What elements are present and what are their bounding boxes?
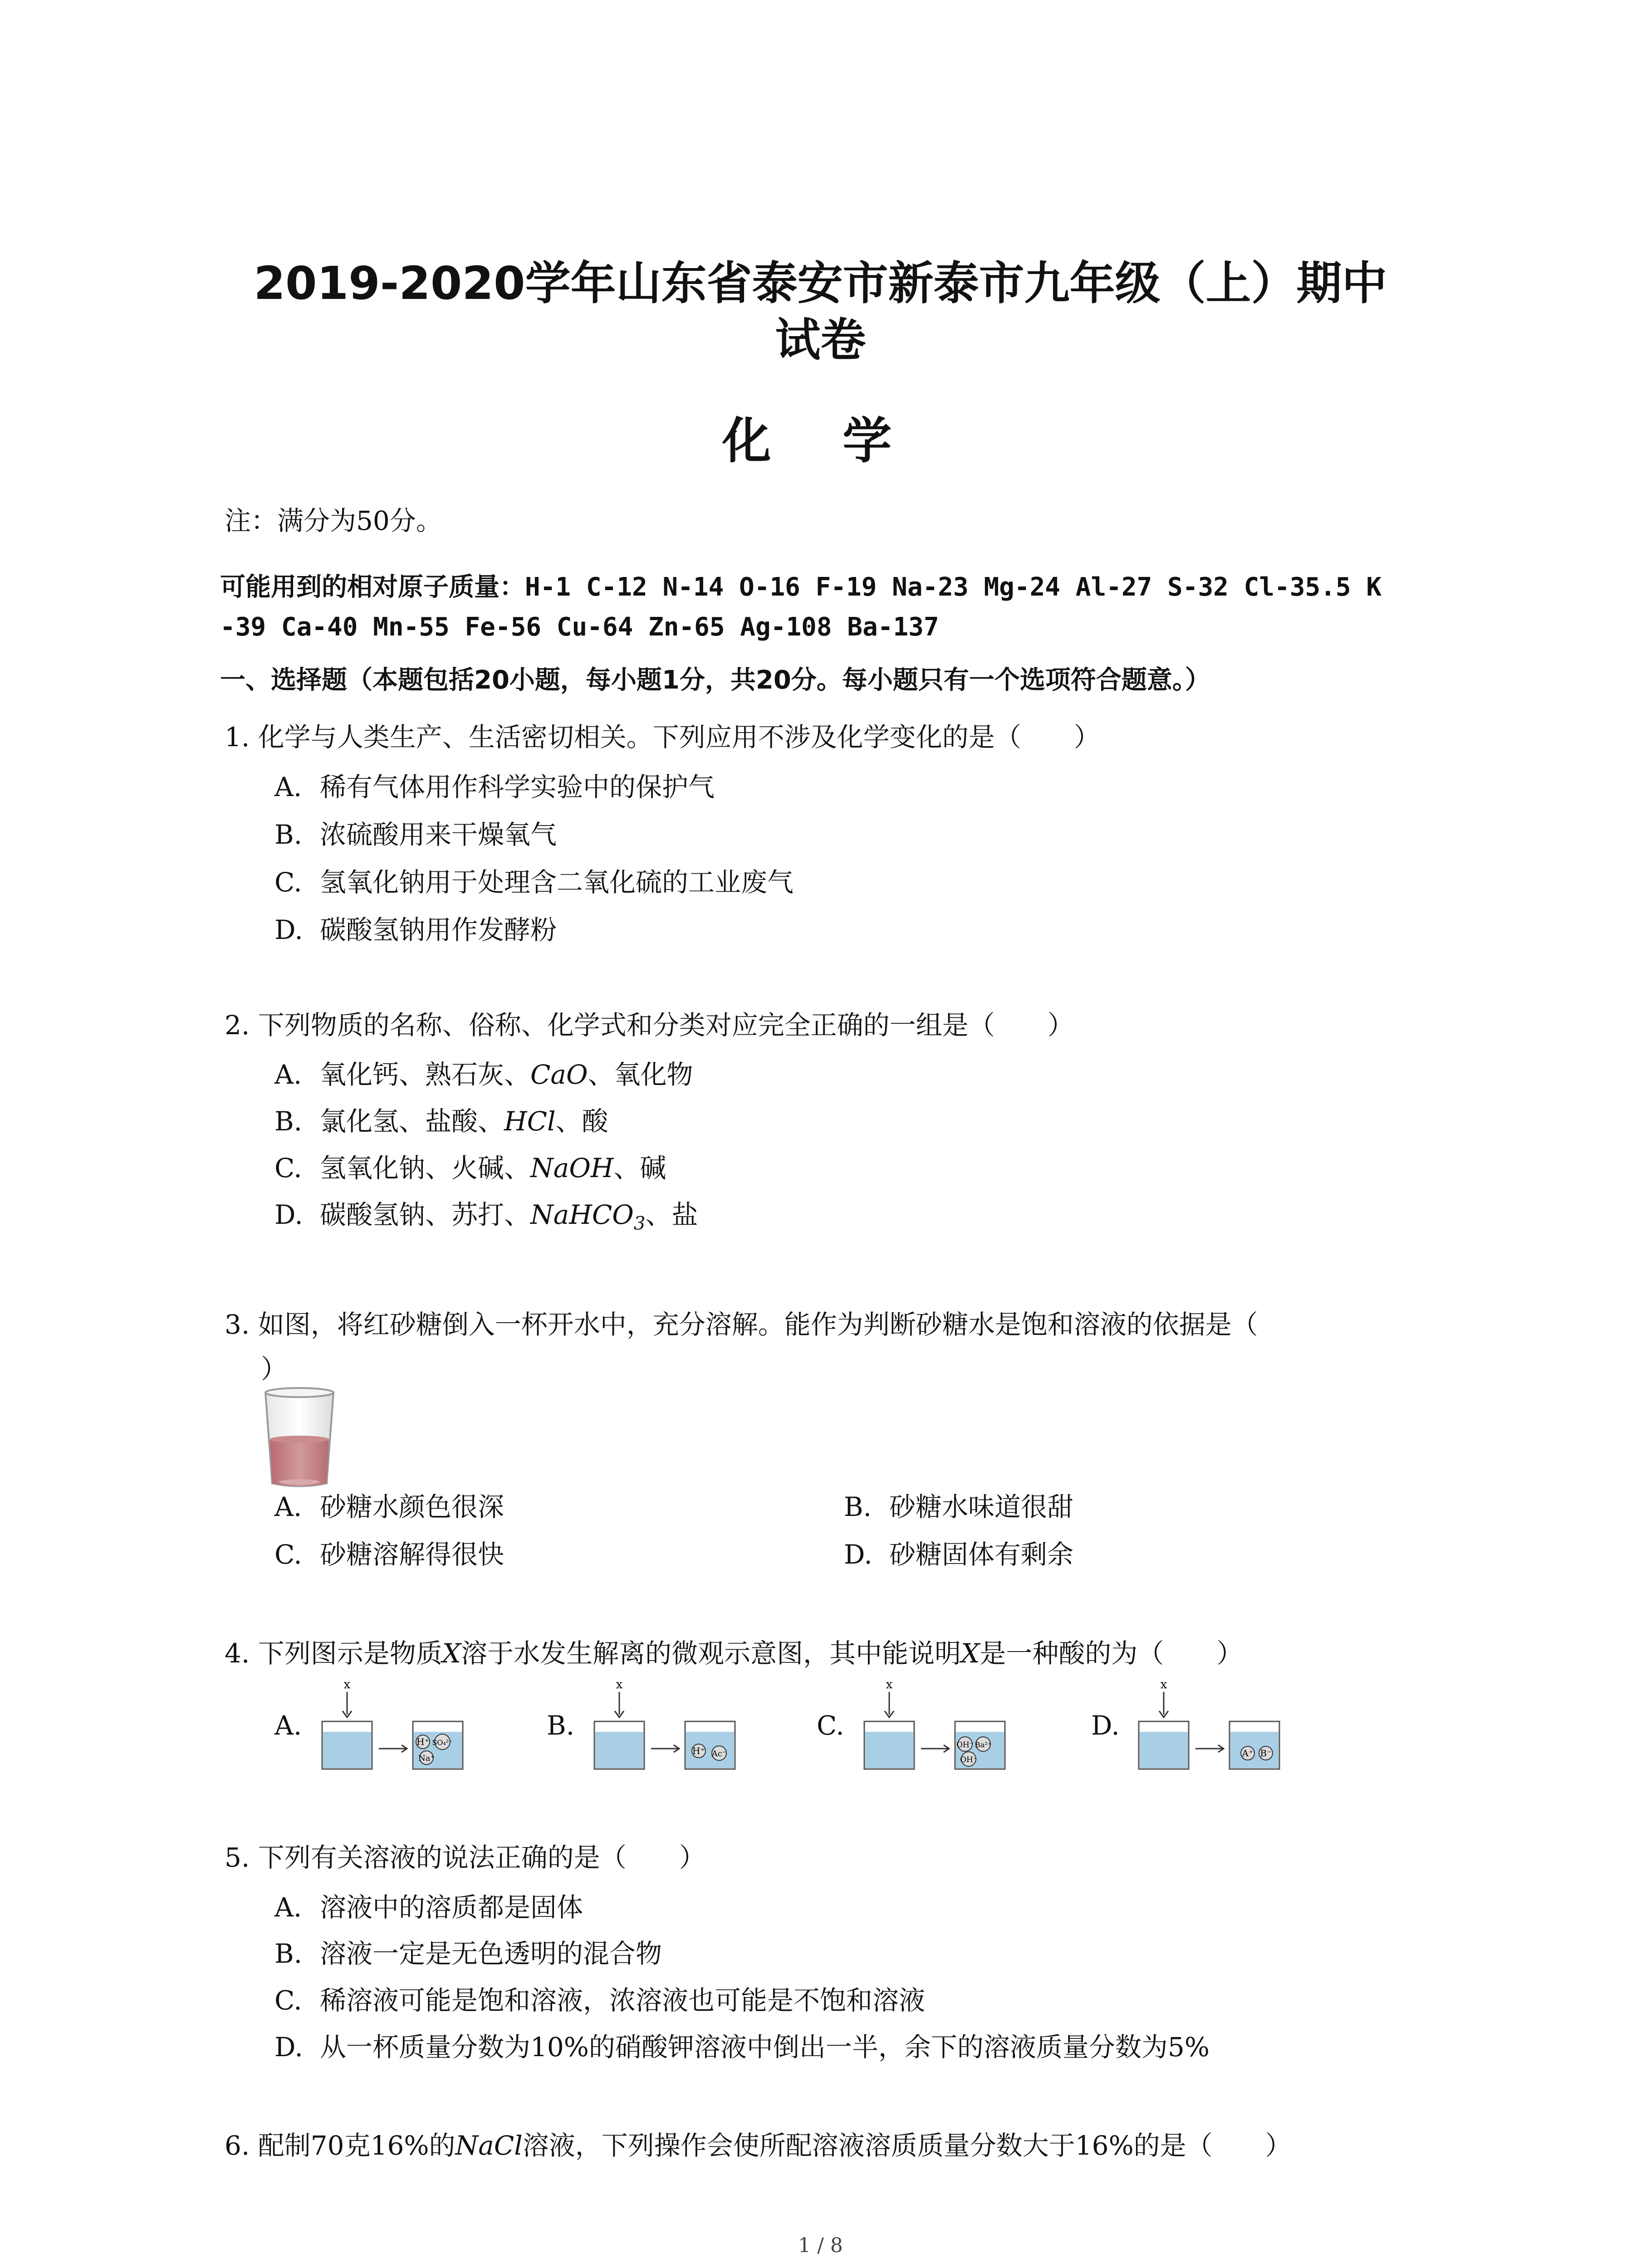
- svg-text:Ba²⁺: Ba²⁺: [975, 1740, 992, 1749]
- q2-option-a: A. 氧化钙、熟石灰、CaO、氧化物: [274, 1059, 693, 1090]
- title-line-1: 2019-2020学年山东省泰安市新泰市九年级（上）期中: [254, 257, 1387, 310]
- q1-option-c: C. 氢氧化钠用于处理含二氧化硫的工业废气: [274, 867, 794, 898]
- q4-option-b-figure: [590, 1678, 753, 1787]
- title-line-2: 试卷: [775, 313, 866, 367]
- q3-stem-line-2: ）: [261, 1354, 288, 1384]
- q5-option-b: B. 溶液一定是无色透明的混合物: [274, 1938, 662, 1969]
- q5-option-d: D. 从一杯质量分数为10%的硝酸钾溶液中倒出一半，余下的溶液质量分数为5%: [274, 2032, 1210, 2063]
- svg-text:x: x: [1160, 1678, 1167, 1691]
- page-number: 1 / 8: [798, 2234, 843, 2257]
- section-heading: 一、选择题（本题包括20小题，每小题1分，共20分。每小题只有一个选项符合题意。）: [220, 665, 1210, 695]
- q2-option-b: B. 氯化氢、盐酸、HCl、酸: [274, 1106, 608, 1137]
- q4-option-c-figure: [860, 1678, 1023, 1787]
- q3-option-c: C. 砂糖溶解得很快: [274, 1539, 505, 1570]
- q1-option-a: A. 稀有气体用作科学实验中的保护气: [274, 772, 715, 802]
- atomic-masses-line-2: -39 Ca-40 Mn-55 Fe-56 Cu-64 Zn-65 Ag-108 Ba-137: [220, 612, 939, 642]
- q5-option-a: A. 溶液中的溶质都是固体: [274, 1892, 583, 1923]
- svg-text:SO₄²⁻: SO₄²⁻: [432, 1738, 453, 1747]
- svg-text:OH⁻: OH⁻: [956, 1740, 974, 1750]
- q1-option-b: B. 浓硫酸用来干燥氧气: [274, 819, 557, 850]
- note: 注：满分为50分。: [225, 505, 442, 536]
- q4-option-a-letter: A.: [274, 1710, 302, 1741]
- svg-text:A⁺: A⁺: [1242, 1748, 1254, 1759]
- q5-stem: 5. 下列有关溶液的说法正确的是（ ）: [225, 1842, 705, 1873]
- svg-text:x: x: [886, 1678, 893, 1691]
- q4-option-d-figure: [1134, 1678, 1298, 1787]
- q4-option-b-letter: B.: [547, 1710, 575, 1741]
- svg-text:H⁺: H⁺: [416, 1736, 429, 1747]
- q4-stem: 4. 下列图示是物质X溶于水发生解离的微观示意图，其中能说明X是一种酸的为（ ）: [225, 1638, 1243, 1669]
- sugar-water-cup-figure: [261, 1386, 338, 1490]
- svg-text:Na⁺: Na⁺: [418, 1754, 435, 1763]
- q6-stem: 6. 配制70克16%的NaCl溶液，下列操作会使所配溶液溶质质量分数大于16%的是（ ）: [225, 2130, 1292, 2161]
- svg-text:H⁺: H⁺: [692, 1745, 705, 1756]
- svg-text:OH⁻: OH⁻: [960, 1755, 977, 1765]
- q3-option-a: A. 砂糖水颜色很深: [274, 1491, 505, 1522]
- q4-option-a-figure: [318, 1678, 481, 1787]
- q1-stem: 1. 化学与人类生产、生活密切相关。下列应用不涉及化学变化的是（ ）: [225, 722, 1100, 753]
- subject-heading: 化 学: [722, 413, 919, 469]
- q2-stem: 2. 下列物质的名称、俗称、化学式和分类对应完全正确的一组是（ ）: [225, 1010, 1074, 1041]
- q3-stem-line-1: 3. 如图，将红砂糖倒入一杯开水中，充分溶解。能作为判断砂糖水是饱和溶液的依据是（: [225, 1309, 1258, 1340]
- atomic-masses-line-1: 可能用到的相对原子质量：H-1 C-12 N-14 O-16 F-19 Na-23 Mg-24 Al-27 S-32 Cl-35.5 K: [220, 572, 1382, 602]
- x-label: x: [343, 1678, 351, 1691]
- q4-option-d-letter: D.: [1091, 1710, 1120, 1741]
- svg-text:B⁻: B⁻: [1260, 1748, 1272, 1759]
- q1-option-d: D. 碳酸氢钠用作发酵粉: [274, 914, 557, 945]
- q3-option-b: B. 砂糖水味道很甜: [844, 1491, 1074, 1522]
- svg-text:x: x: [616, 1678, 623, 1691]
- svg-text:Ac⁻: Ac⁻: [711, 1749, 727, 1759]
- q2-option-c: C. 氢氧化钠、火碱、NaOH、碱: [274, 1153, 666, 1183]
- q2-option-d: D. 碳酸氢钠、苏打、NaHCO$_3$、盐: [274, 1199, 698, 1234]
- q5-option-c: C. 稀溶液可能是饱和溶液，浓溶液也可能是不饱和溶液: [274, 1985, 926, 2016]
- q3-option-d: D. 砂糖固体有剩余: [844, 1539, 1074, 1570]
- q4-option-c-letter: C.: [817, 1710, 844, 1741]
